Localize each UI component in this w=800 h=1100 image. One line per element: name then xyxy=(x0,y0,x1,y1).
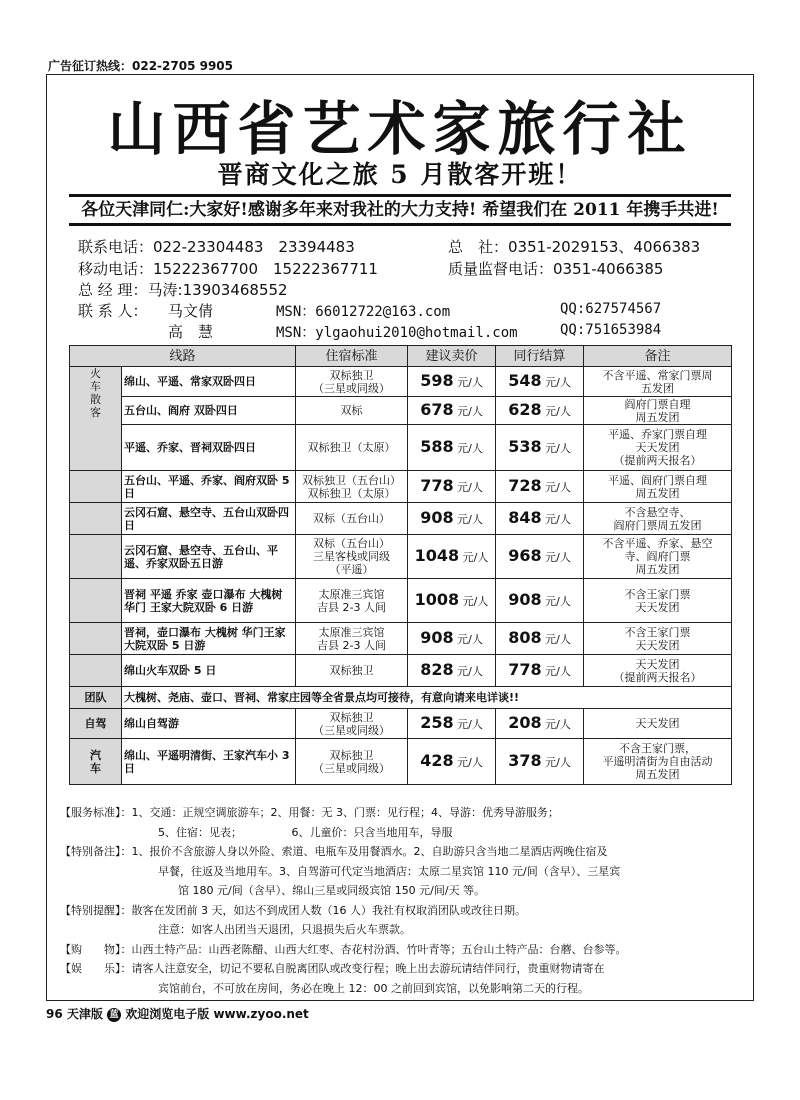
special-note: 早餐，往返及当地用车。3、自驾游可代定当地酒店：太原二星宾馆 110 元/间（含早）、三星宾 xyxy=(158,864,621,878)
service-note: 【服务标准】：1、交通：正规空调旅游车；2、用餐：无 3、门票：见行程；4、导游：优秀导游服务； xyxy=(60,806,559,819)
price-value: 258 xyxy=(420,713,454,732)
price-unit: 元/人 xyxy=(545,595,571,608)
cell-line: 天天发团 xyxy=(635,657,680,671)
cell-line: 不含悬空寺、 xyxy=(624,505,691,519)
agency-title: 山西省艺术家旅行社 xyxy=(107,95,693,163)
cell-line: 不含王家门票 xyxy=(624,625,691,639)
cell-line: （三星或同级） xyxy=(313,381,391,395)
cell-line: 吉县 2-3 人间 xyxy=(317,600,386,614)
price-unit: 元/人 xyxy=(457,513,483,526)
lodging-standard xyxy=(296,655,408,687)
contact-hq xyxy=(448,236,700,257)
price-value: 588 xyxy=(420,437,454,456)
price-value: 548 xyxy=(508,371,542,390)
price-unit: 元/人 xyxy=(545,756,571,769)
reminder-note: 【特别提醒】：散客在发团前 3 天，如达不到成团人数（16 人）我社有权取消团队或改往日期。 xyxy=(60,903,526,917)
price-value: 628 xyxy=(508,400,542,419)
contact-manager xyxy=(78,279,288,300)
cell-line: 双标独卫（五台山） xyxy=(302,473,402,487)
cell-line: 双标 xyxy=(340,404,363,417)
lodging-standard xyxy=(296,579,408,623)
ad-hotline: 广告征订热线：022-2705 9905 xyxy=(48,59,234,73)
remarks xyxy=(584,579,732,623)
peer-settlement xyxy=(496,367,584,397)
category-blank xyxy=(70,623,122,655)
cell-line: 寺、阎府门票 xyxy=(624,550,691,563)
header-lodging: 住宿标准 xyxy=(296,346,408,367)
cell-line: 太原准三宾馆 xyxy=(318,587,385,601)
cell-line: 平遥明清街为自由活动 xyxy=(602,755,713,768)
category-char: 火 xyxy=(90,367,101,380)
tour-subtitle: 晋商文化之旅 5 月散客开班！ xyxy=(217,160,583,189)
cell-line: 平遥、乔家门票自理 xyxy=(608,428,708,441)
price-unit: 元/人 xyxy=(545,442,571,455)
price-unit: 元/人 xyxy=(545,718,571,731)
price-unit: 元/人 xyxy=(457,405,483,418)
remarks xyxy=(584,739,732,785)
price-value: 778 xyxy=(420,476,454,495)
cell-line: 周五发团 xyxy=(635,768,680,781)
cell-line: （提前两天报名） xyxy=(613,670,702,684)
cell-line: 双标独卫 xyxy=(329,368,374,382)
price-unit: 元/人 xyxy=(457,756,483,769)
header-suggested-price: 建议卖价 xyxy=(408,346,496,367)
table-row xyxy=(70,623,732,655)
peer-settlement xyxy=(496,623,584,655)
contact-quality xyxy=(448,258,663,279)
price-unit: 元/人 xyxy=(457,376,483,389)
category-char: 车 xyxy=(90,761,101,775)
reminder-note: 注意：如客人出团当天退团，只退损失后火车票款。 xyxy=(158,923,411,936)
price-value: 778 xyxy=(508,660,542,679)
page-footer xyxy=(46,1005,309,1022)
cell-line: 双标独卫（太原） xyxy=(307,486,396,500)
category-bus xyxy=(70,739,122,785)
suggested-price xyxy=(408,535,496,579)
price-value: 1048 xyxy=(414,546,460,565)
price-unit: 元/人 xyxy=(462,595,489,608)
category-group: 团队 xyxy=(70,687,122,709)
cell-line: （三星或同级） xyxy=(313,761,391,775)
contact-person-name: 高 慧 xyxy=(168,323,214,341)
table-row xyxy=(70,367,732,397)
price-value: 1008 xyxy=(414,590,460,609)
contact-phone xyxy=(78,236,355,257)
category-train xyxy=(70,367,122,471)
category-char: 汽 xyxy=(90,748,101,762)
contact-manager-label: 总 经 理： xyxy=(78,281,148,299)
cell-line: 不含平遥、常家门票周 xyxy=(602,368,713,382)
contact-person-qq: QQ:627574567 xyxy=(560,301,662,317)
cell-line: 平遥、阎府门票自理 xyxy=(608,473,708,487)
remarks xyxy=(584,397,732,425)
suggested-price xyxy=(408,739,496,785)
category-char: 客 xyxy=(90,406,101,419)
price-unit: 元/人 xyxy=(457,718,483,731)
page-number: 96 天津版 xyxy=(46,1007,103,1021)
price-value: 968 xyxy=(508,546,542,565)
cell-line: 天天发团 xyxy=(635,717,680,730)
route-name: 平遥、乔家、晋祠双卧四日 xyxy=(122,425,296,471)
category-blank xyxy=(70,579,122,623)
suggested-price xyxy=(408,397,496,425)
peer-settlement xyxy=(496,709,584,739)
cell-line: 双标（五台山） xyxy=(313,537,391,550)
lodging-standard xyxy=(296,739,408,785)
contact-mobile-value: 15222367700 15222367711 xyxy=(153,260,378,278)
special-note: 馆 180 元/间（含早）、绵山三星或同级宾馆 150 元/间/天 等。 xyxy=(178,884,486,897)
category-selfdrive: 自驾 xyxy=(70,709,122,739)
cell-line: （提前两天报名） xyxy=(613,454,702,467)
price-unit: 元/人 xyxy=(545,665,571,678)
remarks xyxy=(584,425,732,471)
cell-line: 不含王家门票， xyxy=(619,742,697,755)
price-unit: 元/人 xyxy=(462,551,489,564)
peer-settlement xyxy=(496,579,584,623)
table-row xyxy=(70,471,732,503)
route-name: 云冈石窟、悬空寺、五台山双卧四日 xyxy=(122,503,296,535)
lodging-standard xyxy=(296,623,408,655)
greeting-bar: 各位天津同仁:大家好!感谢多年来对我社的大力支持! 希望我们在 2011 年携手共进! xyxy=(69,194,731,226)
remarks xyxy=(584,709,732,739)
lodging-standard xyxy=(296,367,408,397)
entertainment-note: 【娱 乐】：请客人注意安全，切记不要私自脱离团队或改变行程；晚上出去游玩请结伴同行，贵重财物请寄在 xyxy=(60,962,605,975)
suggested-price xyxy=(408,425,496,471)
cell-line: 双标（五台山） xyxy=(313,512,391,525)
contact-quality-value: 0351-4066385 xyxy=(553,260,664,278)
lodging-standard xyxy=(296,425,408,471)
category-blank xyxy=(70,471,122,503)
price-value: 678 xyxy=(420,400,454,419)
price-value: 728 xyxy=(508,476,542,495)
cell-line: 双标独卫 xyxy=(329,664,374,677)
cell-line: （三星或同级） xyxy=(313,723,391,737)
price-value: 378 xyxy=(508,751,542,770)
lodging-standard xyxy=(296,503,408,535)
cell-line: 不含王家门票 xyxy=(624,587,691,601)
remarks xyxy=(584,535,732,579)
price-value: 908 xyxy=(420,628,454,647)
cell-line: （平遥） xyxy=(329,563,374,576)
cell-line: 阎府门票周五发团 xyxy=(613,518,702,532)
magazine-logo-icon: 蓝 xyxy=(107,1008,121,1022)
train-rows xyxy=(70,367,732,785)
peer-settlement xyxy=(496,655,584,687)
cell-line: 周五发团 xyxy=(635,410,680,424)
price-unit: 元/人 xyxy=(457,665,483,678)
suggested-price xyxy=(408,503,496,535)
price-unit: 元/人 xyxy=(545,633,571,646)
price-unit: 元/人 xyxy=(457,481,483,494)
remarks xyxy=(584,471,732,503)
category-blank xyxy=(70,503,122,535)
contact-phone-label: 联系电话： xyxy=(78,238,154,256)
table-row-selfdrive xyxy=(70,709,732,739)
cell-line: 双标独卫 xyxy=(329,748,374,762)
price-value: 908 xyxy=(420,508,454,527)
price-value: 808 xyxy=(508,628,542,647)
cell-line: 天天发团 xyxy=(635,638,680,652)
contact-phone-value: 022-23304483 23394483 xyxy=(153,238,355,256)
suggested-price xyxy=(408,579,496,623)
contact-person-msn: MSN：ylgaohui2010@hotmail.com xyxy=(276,325,518,341)
cell-line: 天天发团 xyxy=(635,441,680,454)
price-value: 538 xyxy=(508,437,542,456)
price-value: 598 xyxy=(420,371,454,390)
lodging-standard xyxy=(296,535,408,579)
table-row xyxy=(70,397,732,425)
peer-settlement xyxy=(496,425,584,471)
header-route: 线路 xyxy=(70,346,296,367)
footer-slogan: 欢迎浏览电子版 xyxy=(125,1007,210,1021)
peer-settlement xyxy=(496,739,584,785)
peer-settlement xyxy=(496,397,584,425)
cell-line: 三星客栈或同级 xyxy=(313,550,391,563)
remarks xyxy=(584,503,732,535)
cell-line: 五发团 xyxy=(641,381,675,395)
price-unit: 元/人 xyxy=(545,513,571,526)
route-name: 晋祠 平遥 乔家 壶口瀑布 大槐树 华门 王家大院双卧 6 日游 xyxy=(122,579,296,623)
cell-line: 不含平遥、乔家、悬空 xyxy=(602,537,713,550)
cell-line: 周五发团 xyxy=(635,486,680,500)
table-row xyxy=(70,425,732,471)
category-char: 散 xyxy=(90,393,101,406)
entertainment-note: 宾馆前台，不可放在房间，务必在晚上 12：00 之前回到宾馆，以免影响第二天的行程。 xyxy=(158,981,589,995)
route-name: 绵山火车双卧 5 日 xyxy=(122,655,296,687)
suggested-price xyxy=(408,623,496,655)
peer-settlement xyxy=(496,535,584,579)
price-unit: 元/人 xyxy=(457,442,483,455)
route-name: 五台山、平遥、乔家、阎府双卧 5 日 xyxy=(122,471,296,503)
price-value: 428 xyxy=(420,751,454,770)
route-name: 云冈石窟、悬空寺、五台山、平遥、乔家双卧五日游 xyxy=(122,535,296,579)
remarks xyxy=(584,655,732,687)
contact-person-qq: QQ:751653984 xyxy=(560,322,662,338)
table-row-bus xyxy=(70,739,732,785)
contact-quality-label: 质量监督电话： xyxy=(448,260,554,278)
cell-line: 双标独卫 xyxy=(329,710,374,724)
contact-hq-value: 0351-2029153、4066383 xyxy=(508,238,701,256)
group-description: 大槐树、尧庙、壶口、晋祠、常家庄园等全省景点均可接待，有意向请来电详谈!! xyxy=(122,687,732,709)
table-row xyxy=(70,655,732,687)
price-unit: 元/人 xyxy=(545,405,571,418)
price-value: 828 xyxy=(420,660,454,679)
cell-line: 周五发团 xyxy=(635,563,680,576)
lodging-standard xyxy=(296,471,408,503)
header-peer-settlement: 同行结算 xyxy=(496,346,584,367)
table-row xyxy=(70,503,732,535)
price-unit: 元/人 xyxy=(545,481,571,494)
lodging-standard xyxy=(296,709,408,739)
price-value: 208 xyxy=(508,713,542,732)
contact-mobile xyxy=(78,258,378,279)
route-name: 晋祠，壶口瀑布 大槐树 华门王家大院双卧 5 日游 xyxy=(122,623,296,655)
table-row-group xyxy=(70,687,732,709)
suggested-price xyxy=(408,471,496,503)
header-remarks: 备注 xyxy=(584,346,732,367)
route-name: 绵山、平遥明清街、王家汽车小 3 日 xyxy=(122,739,296,785)
category-char: 车 xyxy=(90,380,101,393)
route-name: 五台山、阎府 双卧四日 xyxy=(122,397,296,425)
category-blank xyxy=(70,655,122,687)
cell-line: 吉县 2-3 人间 xyxy=(317,638,386,652)
route-name: 绵山自驾游 xyxy=(122,709,296,739)
remarks xyxy=(584,623,732,655)
suggested-price xyxy=(408,655,496,687)
service-note: 5、住宿：见表； 6、儿童价：只含当地用车，导服 xyxy=(158,825,453,839)
contact-manager-value: 马涛:13903468552 xyxy=(147,281,288,299)
peer-settlement xyxy=(496,503,584,535)
remarks xyxy=(584,367,732,397)
contact-hq-label: 总 社： xyxy=(448,238,509,256)
price-value: 908 xyxy=(508,590,542,609)
price-unit: 元/人 xyxy=(545,551,571,564)
suggested-price xyxy=(408,367,496,397)
category-blank xyxy=(70,535,122,579)
contact-mobile-label: 移动电话： xyxy=(78,260,154,278)
route-name: 绵山、平遥、常家双卧四日 xyxy=(122,367,296,397)
contact-person-label: 联 系 人： xyxy=(78,302,148,320)
route-price-table xyxy=(69,345,732,785)
table-header-row xyxy=(70,346,732,367)
suggested-price xyxy=(408,709,496,739)
cell-line: 天天发团 xyxy=(635,600,680,614)
cell-line: 双标独卫（太原） xyxy=(307,441,396,454)
peer-settlement xyxy=(496,471,584,503)
footer-url[interactable]: www.zyoo.net xyxy=(213,1007,309,1021)
table-row xyxy=(70,535,732,579)
price-unit: 元/人 xyxy=(457,633,483,646)
shopping-note: 【购 物】：山西土特产品：山西老陈醋、山西大红枣、杏花村汾酒、竹叶青等；五台山土特产品：台蘑、台参等。 xyxy=(60,942,627,956)
footer-notes xyxy=(60,803,750,998)
contact-person-name: 马文倩 xyxy=(168,302,214,320)
contact-person-msn: MSN：66012722@163.com xyxy=(276,304,451,320)
price-value: 848 xyxy=(508,508,542,527)
price-unit: 元/人 xyxy=(545,376,571,389)
table-row xyxy=(70,579,732,623)
lodging-standard xyxy=(296,397,408,425)
cell-line: 太原准三宾馆 xyxy=(318,625,385,639)
cell-line: 阎府门票自理 xyxy=(624,397,691,411)
special-note: 【特别备注】：1、报价不含旅游人身以外险、索道、电瓶车及用餐酒水。2、自助游只含当地二星酒店两晚住宿及 xyxy=(60,845,608,858)
